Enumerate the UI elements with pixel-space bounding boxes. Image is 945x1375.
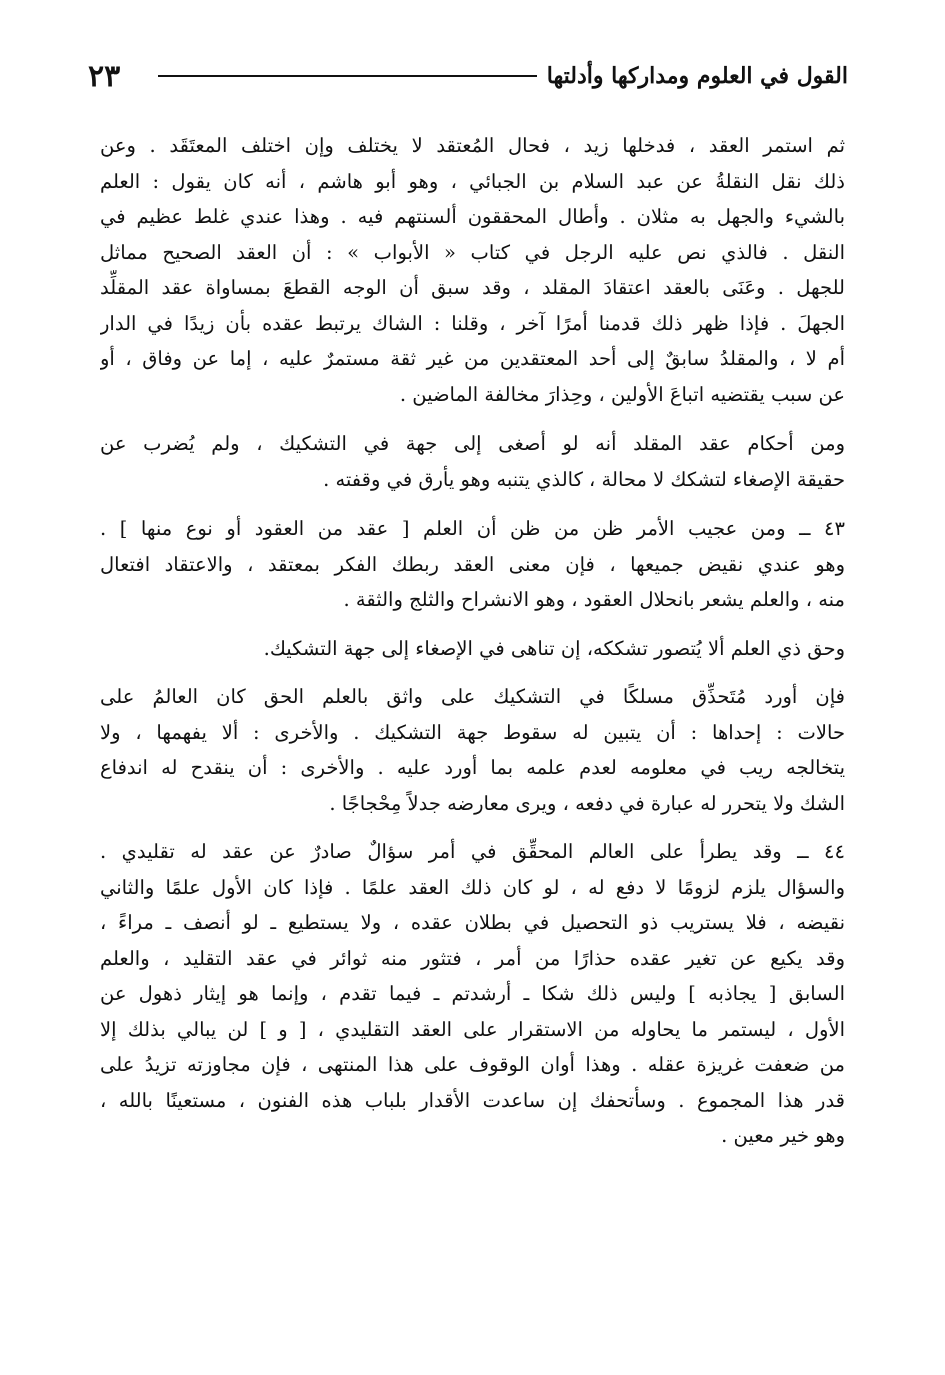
paragraph bbox=[100, 128, 845, 412]
text-line: النقل . فالذي نص عليه الرجل في كتاب « الأبواب » : أن العقد الصحيح مماثل bbox=[100, 240, 845, 264]
text-line: السابق [ يجاذبه ] وليس ذلك شكا ـ أرشدتم ـ فيما تقدم ، وإنما هو إيثار ذهول عن bbox=[100, 982, 845, 1005]
text-line: ٤٤ ــ وقد يطرأ على العالم المحقِّق في أمر سؤالٌ صادرٌ عن عقد له تقليدي . bbox=[100, 840, 845, 863]
page-number: ٢٣ bbox=[88, 58, 121, 94]
text-line: ذلك نقل النقلةُ عن عبد السلام بن الجبائي ، وهو أبو هاشم ، أنه كان يقول : العلم bbox=[100, 169, 845, 193]
page-body bbox=[100, 128, 845, 1154]
text-line: ثم استمر العقد ، فدخلها زيد ، فحال المُعتقد لا يختلف وإن اختلف المعتَقَد . وعن bbox=[100, 134, 845, 157]
page-header bbox=[88, 52, 848, 100]
text-line: للجهل . وعَنَى بالعقد اعتقادَ المقلد ، وقد سبق أن الوجه القطعَ بمساواة عقد المقلِّد bbox=[100, 276, 845, 299]
text-line: عن سبب يقتضيه اتباعَ الأولين ، وحِذارَ مخالفة الماضين . bbox=[399, 382, 845, 406]
text-line: الأول ، ليستمر ما يحاوله من الاستقرار على العقد التقليدي ، [ و ] لن يبالي بذلك إلا bbox=[100, 1017, 845, 1041]
text-line: أم لا ، والمقلدُ سابقٌ إلى أحد المعتقدين من غير ثقة مستمرٌ عليه ، إما عن وفاق ، أو bbox=[100, 347, 845, 370]
text-line: قدر هذا المجموع . وسأتحفك إن ساعدت الأقدار بلباب هذه الفنون ، مستعينًا بالله ، bbox=[100, 1088, 845, 1112]
text-line: منه ، والعلم يشعر بانحلال العقود ، وهو الانشراح والثلج والثقة . bbox=[343, 588, 845, 611]
text-line: بالشيء والجهل به مثلان . وأطال المحققون ألسنتهم فيه . وهذا عندي غلط عظيم في bbox=[100, 205, 845, 228]
text-line: وقد يكيع عن تغير عقده حذارًا من أمر ، فتثور منه ثوائر في عقد التقليد ، والعلم bbox=[100, 946, 845, 970]
paragraph bbox=[100, 679, 845, 821]
text-line: وهو عندي نقيض جميعها ، فإن معنى العقد ربطك الفكر بمعتقد ، والاعتقاد افتعال bbox=[100, 552, 845, 576]
text-line: ومن أحكام عقد المقلد أنه لو أصغى إلى جهة في التشكيك ، ولم يُضرب عن bbox=[100, 432, 845, 455]
running-title: القول في العلوم ومداركها وأدلتها bbox=[546, 63, 848, 89]
text-line: وهو خير معين . bbox=[721, 1124, 845, 1147]
text-line: والسؤال يلزم لزومًا لا دفع له ، لو كان ذلك العقد علمًا . فإذا كان الأول علمًا والثاني bbox=[100, 875, 845, 899]
paragraph-section-44 bbox=[100, 834, 845, 1154]
paragraph bbox=[100, 631, 845, 667]
text-line: ٤٣ ــ ومن عجيب الأمر ظن من ظن أن العلم [ عقد من العقود أو نوع منها ] . bbox=[100, 517, 845, 540]
text-line: يتخالجه ريب في معلومه لعدم علمه بما أورد عليه . والأخرى : أن ينقدح له اندفاع bbox=[100, 756, 845, 779]
text-line: فإن أورد مُتَحذِّق مسلكًا في التشكيك على واثق بالعلم الحق كان العالمُ على bbox=[100, 685, 845, 708]
paragraph bbox=[100, 426, 845, 497]
text-line: وحق ذي العلم ألا يُتصور تشككه، إن تناهى في الإصغاء إلى جهة التشكيك. bbox=[263, 636, 845, 660]
text-line: نقيضه ، فلا يستريب ذو التحصيل في بطلان عقده ، ولا يستطيع ـ لو أنصف ـ مراءً ، bbox=[100, 911, 845, 934]
paragraph-section-43 bbox=[100, 511, 845, 618]
header-rule bbox=[158, 75, 537, 77]
text-line: حقيقة الإصغاء لتشكك لا محالة ، كالذي يتنبه وهو يأرق في وقفته . bbox=[323, 467, 845, 491]
text-line: الشك ولا يتحرر له عبارة في دفعه ، ويرى معارضه جدلاً مِحْجاجًا . bbox=[329, 791, 845, 815]
text-line: من ضعفت غريزة عقله . وهذا أوان الوقوف على هذا المنتهى ، فإن مجاوزته تزيدُ على bbox=[100, 1053, 845, 1076]
text-line: الجهلَ . فإذا ظهر ذلك قدمنا أمرًا آخر ، وقلنا : الشاك يرتبط عقده بأن زيدًا في الدار bbox=[100, 311, 845, 335]
text-line: حالات : إحداها : أن يتبين له سقوط جهة التشكيك . والأخرى : ألا يفهمها ، ولا bbox=[100, 720, 845, 744]
